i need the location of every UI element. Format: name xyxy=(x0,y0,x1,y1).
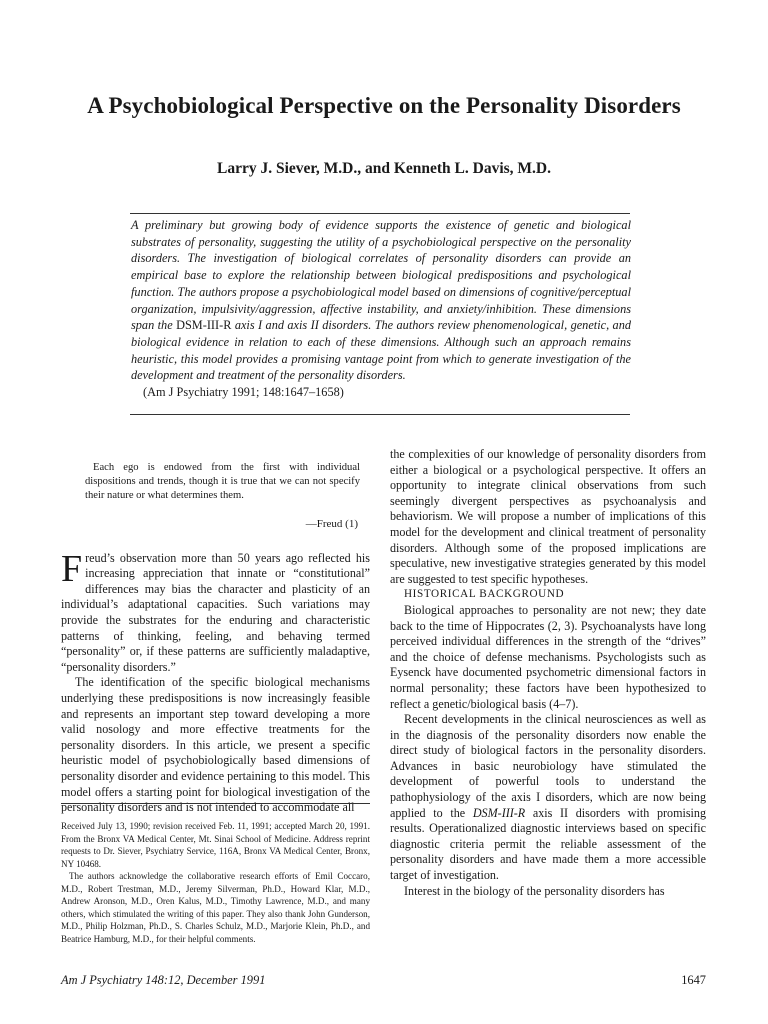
right-paragraph-2: Biological approaches to personality are not new; they date back to the time of Hippocrates (2, 3). Psychoanalysts have long perceived individual differences in the strength of the “drives” and the choice of defense mechanisms. Psychologists such as Eysenck have documented psychometric dimensional factors in normal personality; these factors have been hypothesized to reflect a genetic/biological basis (4–7). xyxy=(390,602,706,711)
right-column xyxy=(390,447,706,899)
right-paragraph-3-text-a: Recent developments in the clinical neurosciences as well as in the diagnosis of the personality disorders now enable the direct study of biological factors in the personality disorders. Advances in basic neurobiology have stimulated the development of powerful tools to understand the pathophysiology of the axis I disorders, which are now being applied to the xyxy=(390,712,706,820)
abstract-top-rule xyxy=(130,213,630,214)
footnote-rule xyxy=(61,803,370,804)
right-paragraph-3-text-b: axis II disorders with promising results. Operationalized diagnostic interviews based on specific diagnostic criteria permit the reliable assessment of the personality disorders and have made them a more accessible target of investigation. xyxy=(390,805,706,883)
epigraph-attribution: —Freud (1) xyxy=(305,518,358,530)
section-heading: HISTORICAL BACKGROUND xyxy=(404,588,565,601)
abstract xyxy=(131,217,631,401)
abstract-dsm-label: DSM-III-R xyxy=(176,318,232,333)
abstract-bottom-rule xyxy=(130,414,630,415)
footnote-acknowledgment: The authors acknowledge the collaborative research efforts of Emil Coccaro, M.D., Robert Trestman, M.D., Jeremy Silverman, Ph.D., Howard Klar, M.D., Andrew Aronson, M.D., Oren Kalus, M.D., Timothy Lawrence, M.D., and many others, which stimulated the writing of this paper. They also thank John Gunderson, M.D., Philip Holzman, Ph.D., S. Charles Schulz, M.D., Marjorie Klein, Ph.D., and Beatrice Hamburg, M.D., for their helpful comments. xyxy=(61,871,370,944)
page-number: 1647 xyxy=(681,973,706,987)
right-paragraph-3 xyxy=(390,712,706,884)
drop-cap: F xyxy=(61,547,83,590)
abstract-text-part2: axis I and axis II disorders. The authors review phenomenological, genetic, and biological evidence in relation to each of these dimensions. Although such an approach remains heuristic, this model provides a promising vantage point from which to generate investigation of the development and treatment of the personality disorders. xyxy=(131,318,632,383)
intro-paragraph-2: The identification of the specific biological mechanisms underlying these predispositions is now increasingly feasible and represents an important step toward developing a more valid nosology and more effective treatments for the personality disorders. In this article, we present a specific heuristic model of psychobiologically based dimensions of personality disorder and evidence pertaining to this model. This model offers a starting point for biological investigation of the personality disorders and is not intended to accommodate all xyxy=(61,675,370,815)
article-title: A Psychobiological Perspective on the Personality Disorders xyxy=(87,93,681,118)
article-authors: Larry J. Siever, M.D., and Kenneth L. Davis, M.D. xyxy=(217,160,551,177)
abstract-text-part1: A preliminary but growing body of evidence supports the existence of genetic and biological substrates of personality, suggesting the utility of a psychobiological perspective on the personality disorders. The investigation of biological correlates of personality disorders can provide an empirical base to explore the relationship between biological predispositions and psychological function. The authors propose a psychobiological model based on dimensions of cognitive/perceptual organization, impulsivity/aggression, affective instability, and anxiety/inhibition. These dimensions span the xyxy=(131,218,631,333)
right-paragraph-4: Interest in the biology of the personality disorders has xyxy=(404,883,665,898)
right-paragraph-3-dsm: DSM-III-R xyxy=(472,805,526,820)
footnote-received: Received July 13, 1990; revision received Feb. 11, 1991; accepted March 20, 1991. From the Bronx VA Medical Center, Mt. Sinai School of Medicine. Address reprint requests to Dr. Siever, Psychiatry Service, 116A, Bronx VA Medical Center, Bronx, NY 10468. xyxy=(61,821,370,869)
intro-paragraph-1 xyxy=(61,547,370,676)
intro-paragraph-1-text: reud’s observation more than 50 years ago reflected his increasing appreciation that innate or “constitutional” differences may bias the character and plasticity of an individual’s adaptational capacities. Such variations may provide the substrates for the enduring and characteristic patterns of thinking, feeling, and behaving termed “personality” or, if these patterns are sufficiently maladaptive, “personality disorders.” xyxy=(61,550,370,674)
abstract-citation: (Am J Psychiatry 1991; 148:1647–1658) xyxy=(143,385,344,400)
left-column xyxy=(61,461,370,816)
epigraph-quote: Each ego is endowed from the first with individual dispositions and trends, though it is true that we can not specify their nature or what determines them. xyxy=(85,462,360,501)
journal-running-footer: Am J Psychiatry 148:12, December 1991 xyxy=(61,973,266,987)
right-paragraph-1: the complexities of our knowledge of personality disorders from either a biological or a psychological perspective. It offers an opportunity to integrate clinical observations from such seemingly divergent perspectives as psychoanalysis and behaviorism. We will propose a number of implications of this model for the development and clinical treatment of personality disorders. Although some of the proposed implications are speculative, new investigative strategies generated by this model are suggested to test specific hypotheses. xyxy=(390,447,706,586)
footnotes xyxy=(61,820,370,945)
